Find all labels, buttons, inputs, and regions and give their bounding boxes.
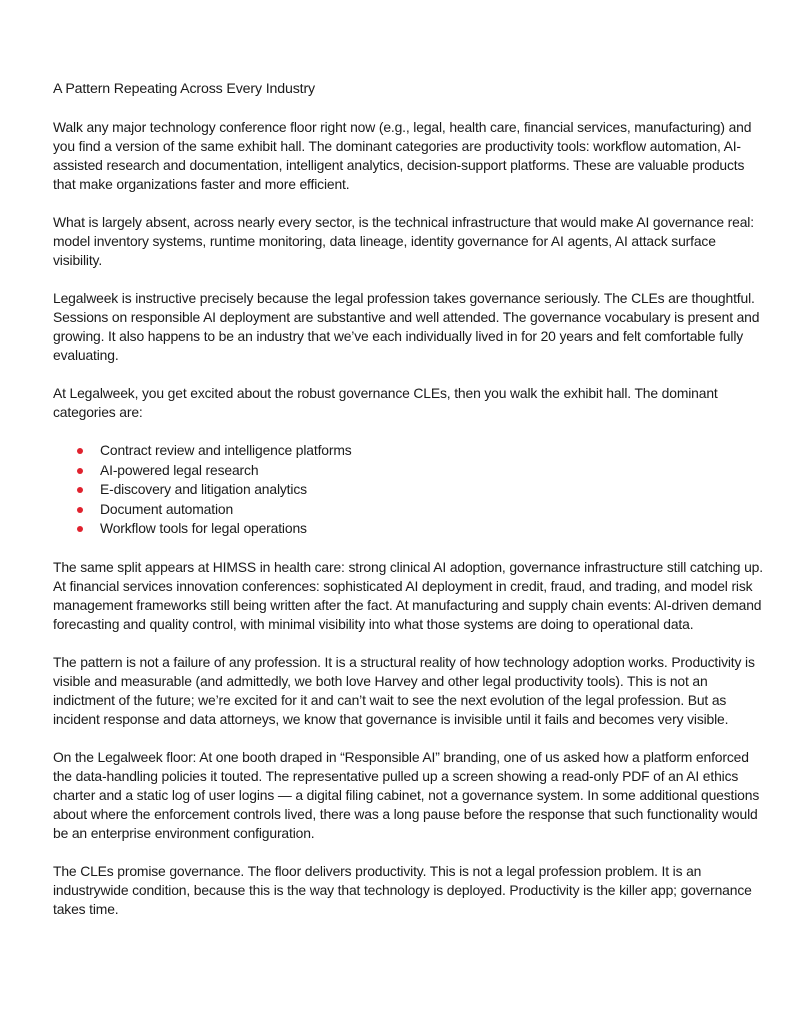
list-item-text: E-discovery and litigation analytics — [100, 481, 307, 498]
bullet-icon — [77, 468, 83, 474]
paragraph: The pattern is not a failure of any profession. It is a structural reality of how technology adoption works. Productivity is visible and measurable (and admittedly, we both love Harvey and other legal productivity tools). This is not an indictment of the future; we’re excited for it and can’t wait to see the next evolution of the legal profession. But as incident response and data attorneys, we know that governance is invisible until it fails and becomes very visible. — [53, 653, 755, 727]
list-item-text: AI-powered legal research — [100, 461, 259, 478]
bullet-list — [53, 441, 765, 539]
list-item-text: Document automation — [100, 500, 234, 517]
list-item — [53, 461, 765, 481]
list-item — [53, 441, 765, 461]
list-item-text: Workflow tools for legal operations — [100, 520, 307, 537]
bullet-icon — [77, 507, 83, 513]
paragraph: Walk any major technology conference floor right now (e.g., legal, health care, financial services, manufacturing) and you find a version of the same exhibit hall. The dominant categories are productivity tools: workflow automation, AI-assisted research and documentation, intelligent analytics, decision-support platforms. These are valuable products that make organizations faster and more efficient. — [53, 119, 752, 192]
list-item — [53, 500, 765, 520]
bullet-icon — [77, 526, 83, 532]
paragraph: At Legalweek, you get excited about the robust governance CLEs, then you walk the exhibit hall. The dominant categories are: — [53, 385, 718, 420]
document-page — [53, 80, 765, 938]
paragraph: The CLEs promise governance. The floor delivers productivity. This is not a legal profession problem. It is an industrywide condition, because this is the way that technology is deployed. Productivity is the killer app; governance takes time. — [53, 862, 752, 917]
list-item-text: Contract review and intelligence platforms — [100, 442, 352, 458]
paragraph: The same split appears at HIMSS in health care: strong clinical AI adoption, governance infrastructure still catching up. At financial services innovation conferences: sophisticated AI deployment in credit, fraud, and trading, and model risk management frameworks still being written after the fact. At manufacturing and supply chain events: AI-driven demand forecasting and quality control, with minimal visibility into what those systems are doing to operational data. — [53, 558, 763, 632]
paragraph: What is largely absent, across nearly every sector, is the technical infrastructure that would make AI governance real: model inventory systems, runtime monitoring, data lineage, identity governance for AI agents, AI attack surface visibility. — [53, 214, 754, 268]
list-item — [53, 519, 765, 539]
paragraph: On the Legalweek floor: At one booth draped in “Responsible AI” branding, one of us asked how a platform enforced the data-handling policies it touted. The representative pulled up a screen showing a read-only PDF of an AI ethics charter and a static log of user logins — a digital filing cabinet, not a governance system. In some additional questions about where the enforcement controls lived, there was a long pause before the response that such functionality would be an enterprise environment configuration. — [53, 748, 760, 841]
list-item — [53, 480, 765, 500]
section-heading: A Pattern Repeating Across Every Industry — [53, 81, 315, 97]
bullet-icon — [77, 487, 83, 493]
paragraph: Legalweek is instructive precisely because the legal profession takes governance seriously. The CLEs are thoughtful. Sessions on responsible AI deployment are substantive and well attended. The governance vocabulary is present and growing. It also happens to be an industry that we’ve each individually lived in for 20 years and felt comfortable fully evaluating. — [53, 290, 760, 363]
bullet-icon — [77, 448, 83, 454]
